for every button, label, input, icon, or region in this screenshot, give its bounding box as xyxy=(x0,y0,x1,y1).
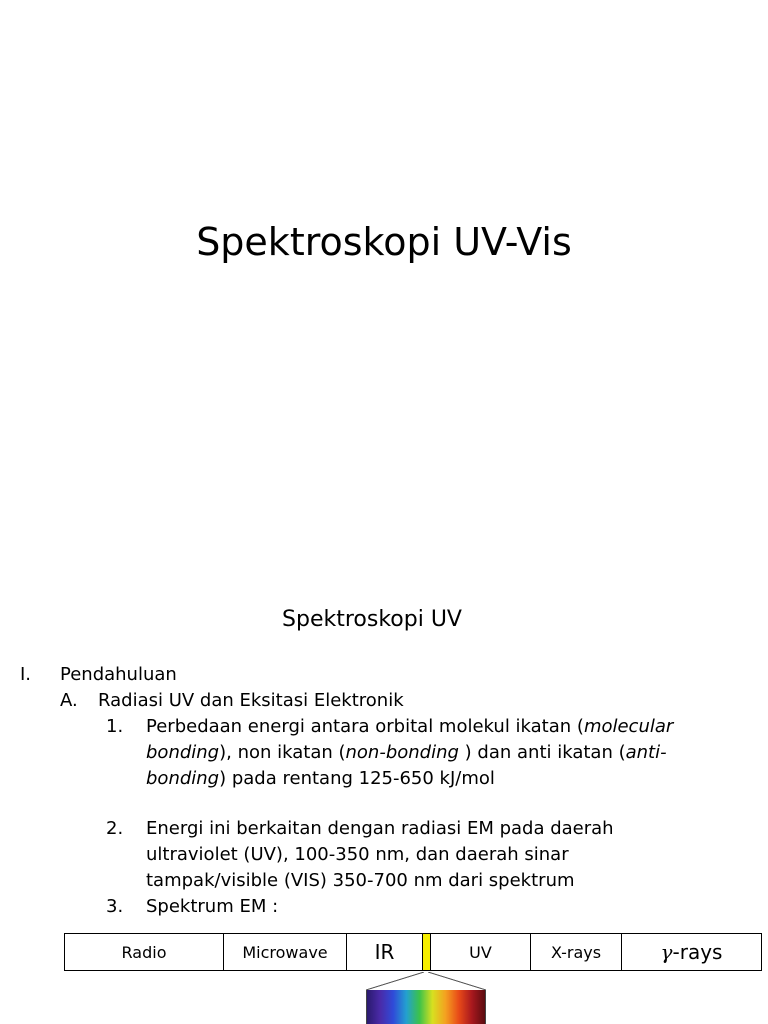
item3-text: Spektrum EM : xyxy=(146,896,279,917)
item1-term-molecular: molecular xyxy=(583,716,674,737)
item1-term-anti: anti- xyxy=(625,742,667,763)
item1-term-antibonding: bonding xyxy=(146,768,220,789)
spectrum-gamma-rays xyxy=(622,934,761,970)
section-heading: Pendahuluan xyxy=(60,664,177,685)
item3-marker: 3. xyxy=(106,896,124,917)
spectrum-xrays: X-rays xyxy=(531,934,622,970)
gamma-rays-label: -rays xyxy=(672,940,723,964)
item2-line1: Energi ini berkaitan dengan radiasi EM pada daerah xyxy=(146,818,614,839)
subsection-heading: Radiasi UV dan Eksitasi Elektronik xyxy=(98,690,404,711)
spectrum-ir: IR xyxy=(347,934,423,970)
content-slide-title: Spektroskopi UV xyxy=(282,607,462,632)
spectrum-radio: Radio xyxy=(65,934,224,970)
visible-zoom-line-right xyxy=(428,972,486,990)
item1-term-bonding: bonding xyxy=(146,742,220,763)
item1-line2-text-2: ) dan anti ikatan ( xyxy=(458,742,626,763)
spectrum-microwave: Microwave xyxy=(224,934,347,970)
item2-marker: 2. xyxy=(106,818,124,839)
subsection-marker: A. xyxy=(60,690,78,711)
visible-zoom-line-left xyxy=(366,972,424,990)
item2-line3: tampak/visible (VIS) 350-700 nm dari spektrum xyxy=(146,870,575,891)
item1-line1 xyxy=(146,714,673,740)
item1-term-nonbonding: non-bonding xyxy=(345,742,459,763)
item2-line2: ultraviolet (UV), 100-350 nm, dan daerah sinar xyxy=(146,844,569,865)
item1-marker: 1. xyxy=(106,716,124,737)
content-slide xyxy=(0,552,768,1024)
item1-line2 xyxy=(146,740,667,766)
spectrum-visible-band xyxy=(423,934,431,970)
section-marker: I. xyxy=(20,664,32,685)
slide-title: Spektroskopi UV-Vis xyxy=(196,220,572,264)
item1-line1-text: Perbedaan energi antara orbital molekul ikatan ( xyxy=(146,716,584,737)
item1-line3 xyxy=(146,766,495,792)
item1-line2-text: ), non ikatan ( xyxy=(219,742,346,763)
gamma-symbol: γ xyxy=(660,940,673,964)
item1-line3-text: ) pada rentang 125-650 kJ/mol xyxy=(219,768,495,789)
em-spectrum-bar xyxy=(64,933,762,971)
visible-spectrum-gradient xyxy=(366,990,486,1024)
spectrum-uv: UV xyxy=(431,934,531,970)
